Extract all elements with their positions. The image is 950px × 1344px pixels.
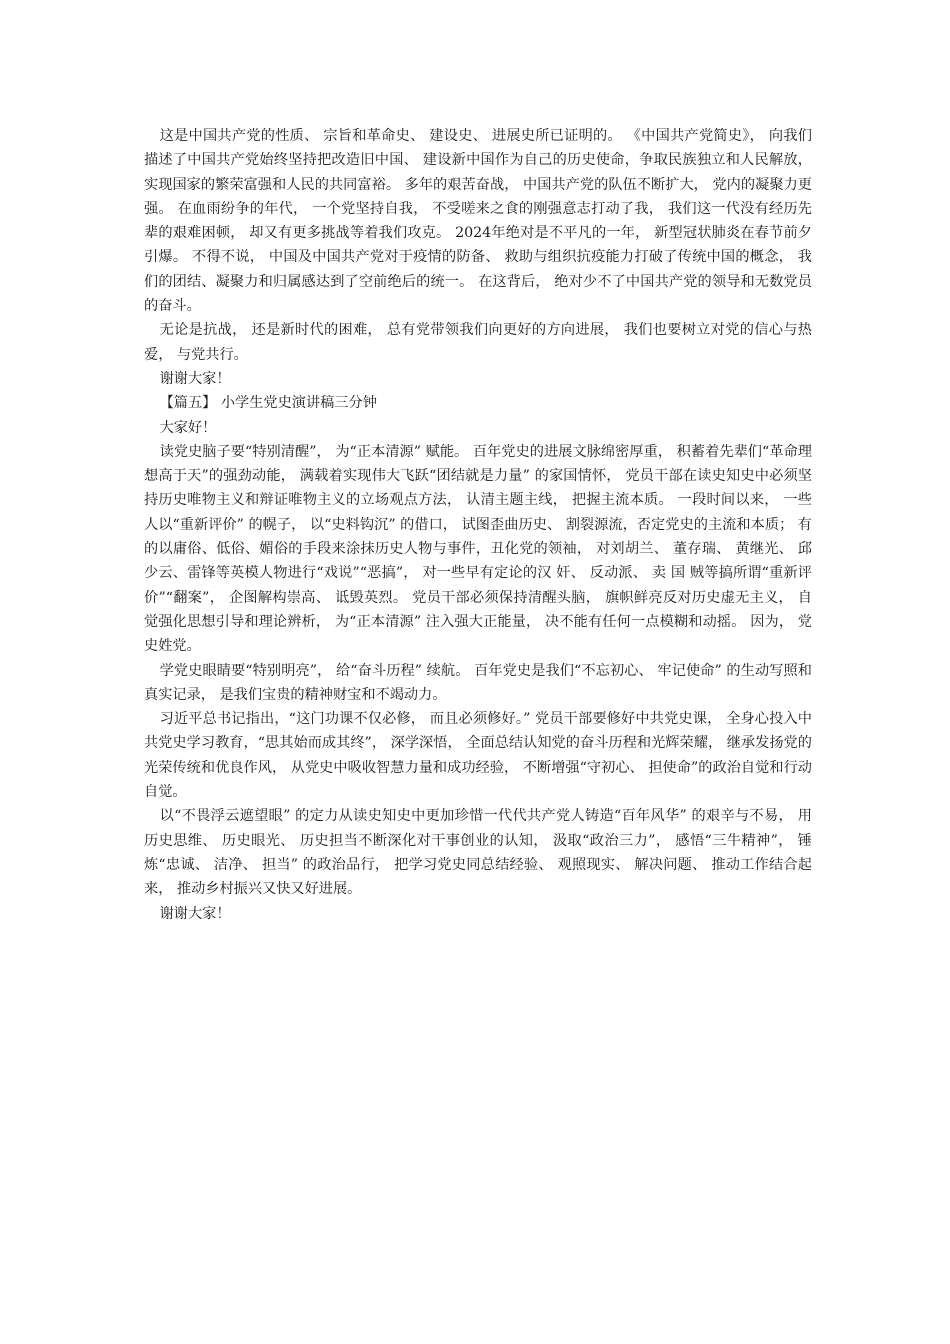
paragraph-follow-party: 无论是抗战， 还是新时代的困难， 总有党带领我们向更好的方向进展， 我们也要树立对党的信心与热爱， 与党共行。: [144, 322, 812, 363]
paragraph-learn-history: 学党史眼睛要“特别明亮”， 给“奋斗历程” 续航。 百年党史是我们“不忘初心、 牢记使命” 的生动写照和真实记录， 是我们宝贵的精神财宝和不竭动力。: [144, 662, 812, 703]
paragraph-greeting: 大家好！: [159, 419, 217, 436]
paragraph-xi-quote: 习近平总书记指出，“这门功课不仅必修， 而且必须修好。” 党员干部要修好中共党史课， 全身心投入中共党史学习教育，“思其始而成其终”， 深学深悟， 全面总结认知党的奋斗历程和光辉荣耀， 继承发扬党的光荣传统和优良作风， 从党史中吸收智慧力量和成功经验， 不断增强“守初心、 担使命”的政治自觉和行动自觉。: [144, 711, 812, 801]
paragraph-party-history: 这是中国共产党的性质、 宗旨和革命史、 建设史、 进展史所已证明的。 《中国共产党简史》， 向我们描述了中国共产党始终坚持把改造旧中国、 建设新中国作为自己的历史使命，争取民族独立和人民解放， 实现国家的繁荣富强和人民的共同富裕。 多年的艰苦奋战， 中国共产党的队伍不断扩大， 党内的凝聚力更强。 在血雨纷争的年代， 一个党坚持自我， 不受嗟来之食的刚强意志打动了我， 我们这一代没有经历先辈的艰难困顿， 却又有更多挑战等着我们攻克。 2024年绝对是不平凡的一年， 新型冠状肺炎在春节前夕引爆。 不得不说， 中国及中国共产党对于疫情的防备、 救助与组织抗疫能力打破了传统中国的概念， 我们的团结、凝聚力和归属感达到了空前绝后的统一。 在这背后， 绝对少不了中国共产党的领导和无数党员的奋斗。: [144, 128, 812, 315]
document-page: [144, 124, 812, 926]
paragraph-determination: 以“不畏浮云遮望眼” 的定力从读史知史中更加珍惜一代代共产党人铸造“百年风华” 的艰辛与不易， 用历史思维、 历史眼光、 历史担当不断深化对干事创业的认知， 汲取“政治三力”， 感悟“三牛精神”， 锤炼“忠诚、 洁净、 担当” 的政治品行， 把学习党史同总结经验、 观照现实、 解决问题、 推动工作结合起来， 推动乡村振兴又快又好进展。: [144, 808, 812, 898]
paragraph-read-history: 读党史脑子要“特别清醒”， 为“正本清源” 赋能。 百年党史的进展文脉绵密厚重， 积蓄着先辈们“革命理想高于天”的强劲动能， 满载着实现伟大飞跃“团结就是力量” 的家国情怀， 党员干部在读史知史中必须坚持历史唯物主义和辩证唯物主义的立场观点方法， 认清主题主线， 把握主流本质。 一段时间以来， 一些人以“重新评价” 的幌子， 以“史料钩沉” 的借口， 试图歪曲历史、 割裂源流，否定党史的主流和本质； 有的以庸俗、低俗、媚俗的手段来涂抹历史人物与事件，丑化党的领袖， 对刘胡兰、 董存瑞、 黄继光、 邱少云、雷锋等英模人物进行“戏说”“恶搞”， 对一些早有定论的汉 奸、 反动派、 卖 国 贼等搞所谓“重新评价”“翻案”， 企图解构崇高、 诋毁英烈。 党员干部必须保持清醒头脑， 旗帜鲜亮反对历史虚无主义， 自觉强化思想引导和理论辨析， 为“正本清源” 注入强大正能量， 决不能有任何一点模糊和动摇。 因为， 党史姓党。: [144, 443, 812, 655]
paragraph-thanks-1: 谢谢大家！: [159, 370, 231, 387]
paragraph-thanks-2: 谢谢大家！: [159, 905, 231, 922]
section-heading: 【篇五】 小学生党史演讲稿三分钟: [159, 395, 377, 412]
